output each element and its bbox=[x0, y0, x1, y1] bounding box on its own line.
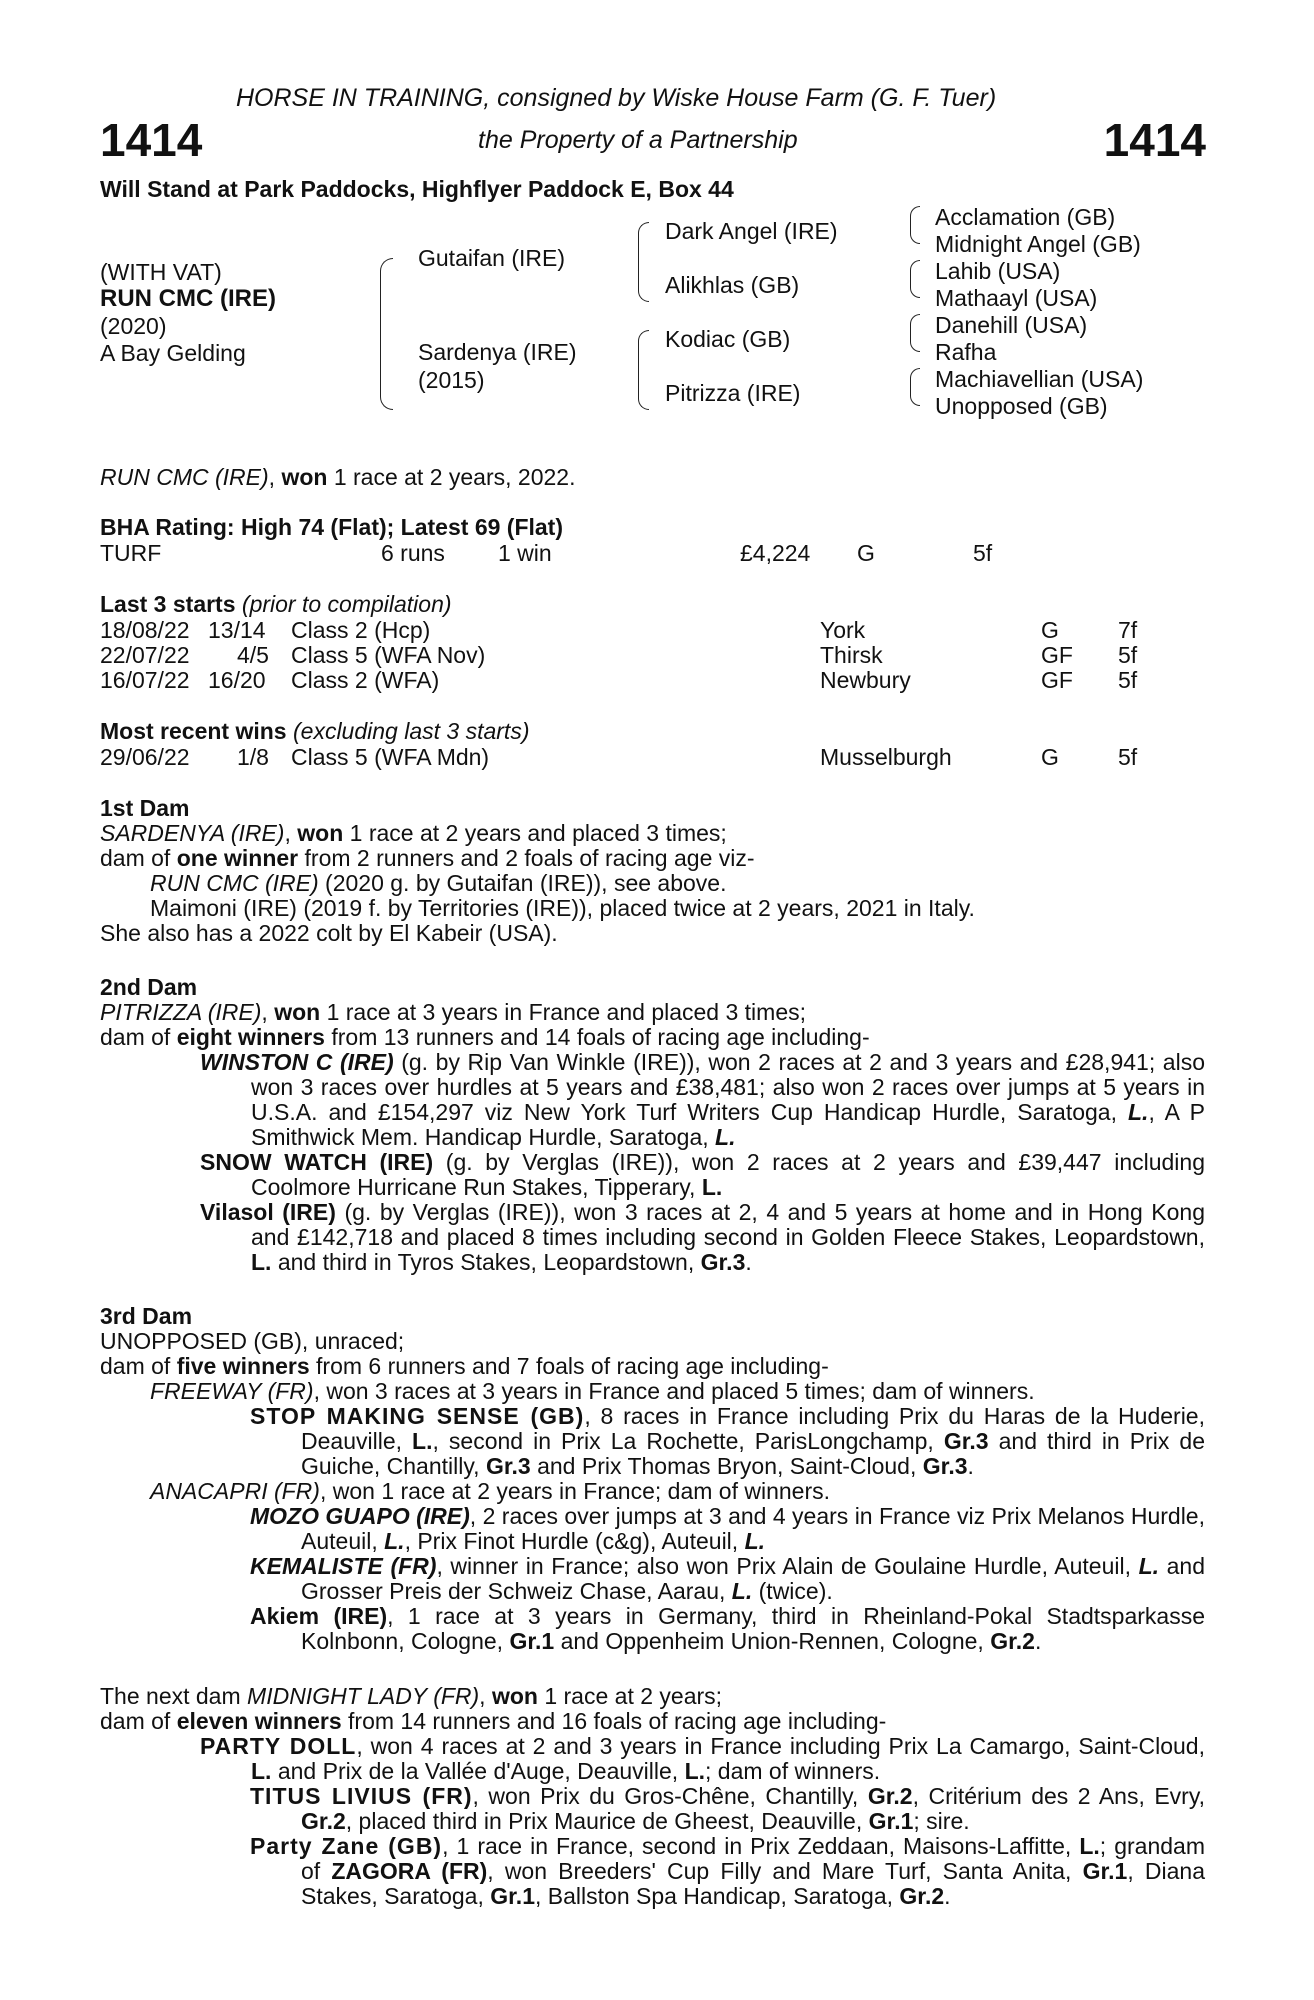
text: , won 1 race at 2 years in France; dam of winners. bbox=[319, 1478, 831, 1504]
text: , Prix Finot Hurdle (c&g), Auteuil, bbox=[404, 1528, 745, 1554]
group: Gr.1 bbox=[509, 1628, 555, 1654]
dam-line bbox=[100, 1684, 1205, 1709]
vat-label: (WITH VAT) bbox=[100, 259, 222, 285]
row-going: G bbox=[1041, 744, 1059, 770]
text: (g. by Verglas (IRE)), won 3 races at 2, 4 and 5 years at home and in Hong Kong and £142,718 and placed 8 times including second in Golden Fleece Stakes, Leopardstown, bbox=[251, 1199, 1205, 1250]
pedigree-sd: Alikhlas (GB) bbox=[665, 272, 800, 298]
winners: eleven winners bbox=[176, 1708, 342, 1734]
progeny-entry bbox=[100, 1554, 1205, 1604]
text: ; sire. bbox=[913, 1808, 970, 1834]
group: Gr.2 bbox=[867, 1783, 913, 1809]
group: Gr.3 bbox=[700, 1249, 746, 1275]
progeny-entry bbox=[100, 1834, 1205, 1909]
group: Gr.2 bbox=[301, 1808, 346, 1834]
progeny-name: KEMALISTE (FR) bbox=[250, 1553, 437, 1579]
listed: L. bbox=[744, 1528, 766, 1554]
text: . bbox=[745, 1249, 752, 1275]
row-course: Newbury bbox=[820, 667, 911, 693]
text: , placed third in Prix Maurice de Gheest, Deauville, bbox=[345, 1808, 869, 1834]
group: Gr.2 bbox=[990, 1628, 1035, 1654]
property-line: the Property of a Partnership bbox=[478, 126, 798, 154]
text: ; dam of winners. bbox=[705, 1758, 881, 1784]
progeny-name: Vilasol (IRE) bbox=[200, 1199, 336, 1225]
progeny-entry bbox=[100, 1784, 1205, 1834]
text: dam of bbox=[100, 1024, 177, 1050]
text: , Diana Stakes, Saratoga, bbox=[301, 1858, 1205, 1909]
progeny-name: Akiem (IRE) bbox=[250, 1603, 388, 1629]
pedigree-ddd: Unopposed (GB) bbox=[935, 393, 1108, 419]
dam-name: SARDENYA (IRE) bbox=[100, 820, 285, 846]
progeny-line bbox=[100, 1379, 1205, 1404]
text: , Ballston Spa Handicap, Saratoga, bbox=[535, 1883, 900, 1909]
listed: L. bbox=[715, 1124, 736, 1150]
progeny-entry bbox=[100, 1504, 1205, 1554]
rating-prize: £4,224 bbox=[740, 540, 811, 566]
progeny-entry bbox=[100, 1200, 1205, 1275]
row-going: GF bbox=[1041, 667, 1073, 693]
row-going: G bbox=[1041, 617, 1059, 643]
text: and Prix de la Vallée d'Auge, Deauville, bbox=[271, 1758, 685, 1784]
winners: eight winners bbox=[176, 1024, 325, 1050]
last3-note: (prior to compilation) bbox=[235, 591, 452, 617]
grand-progeny-name: ZAGORA (FR) bbox=[331, 1858, 488, 1884]
listed: L. bbox=[684, 1758, 706, 1784]
progeny-name: TITUS LIVIUS (FR) bbox=[250, 1783, 473, 1809]
rating-dist: 5f bbox=[973, 540, 993, 566]
progeny-name: MOZO GUAPO (IRE) bbox=[250, 1503, 470, 1529]
text: . bbox=[944, 1883, 951, 1909]
listed: L. bbox=[412, 1428, 433, 1454]
dam-line bbox=[100, 1000, 1205, 1025]
race-summary: RUN CMC (IRE), won 1 race at 2 years, 2022. bbox=[100, 464, 576, 490]
text: and third in Tyros Stakes, Leopardstown, bbox=[271, 1249, 701, 1275]
pedigree-ss: Dark Angel (IRE) bbox=[665, 218, 838, 244]
progeny-name: RUN CMC (IRE) bbox=[150, 870, 319, 896]
listed: L. bbox=[384, 1528, 405, 1554]
pedigree-brace-sire bbox=[638, 222, 649, 302]
row-dist: 7f bbox=[1118, 617, 1138, 643]
listed: L. bbox=[1127, 1099, 1149, 1125]
pedigree-brace-sd bbox=[910, 260, 920, 298]
progeny-name: STOP MAKING SENSE (GB) bbox=[250, 1403, 585, 1429]
row-class: Class 5 (WFA Nov) bbox=[291, 642, 486, 668]
dam-line: UNOPPOSED (GB), unraced; bbox=[100, 1328, 405, 1354]
row-date: 18/08/22 bbox=[100, 617, 190, 643]
horse-description: A Bay Gelding bbox=[100, 340, 246, 366]
group: Gr.2 bbox=[899, 1883, 945, 1909]
row-pos: 4/5 bbox=[237, 642, 269, 668]
text: from 6 runners and 7 foals of racing age including- bbox=[309, 1353, 829, 1379]
listed: L. bbox=[251, 1758, 272, 1784]
text: , second in Prix La Rochette, ParisLongchamp, bbox=[432, 1428, 944, 1454]
text: , won 3 races at 3 years in France and placed 5 times; dam of winners. bbox=[313, 1378, 1035, 1404]
text: . bbox=[967, 1453, 974, 1479]
listed: L. bbox=[1138, 1553, 1160, 1579]
dam-line bbox=[100, 1709, 1205, 1734]
pedigree-dsd: Rafha bbox=[935, 339, 997, 365]
sep: , bbox=[479, 1683, 492, 1709]
row-date: 16/07/22 bbox=[100, 667, 190, 693]
listed: L. bbox=[251, 1249, 272, 1275]
progeny-name: ANACAPRI (FR) bbox=[150, 1478, 320, 1504]
pedigree-sdd: Mathaayl (USA) bbox=[935, 285, 1098, 311]
row-class: Class 2 (Hcp) bbox=[291, 617, 431, 643]
rating-going: G bbox=[857, 540, 875, 566]
summary-name: RUN CMC (IRE) bbox=[100, 464, 269, 490]
progeny-name: SNOW WATCH (IRE) bbox=[200, 1149, 434, 1175]
row-pos: 13/14 bbox=[208, 617, 266, 643]
row-course: Musselburgh bbox=[820, 744, 952, 770]
recent-title: Most recent wins bbox=[100, 718, 287, 744]
text: . bbox=[1034, 1628, 1042, 1654]
section-title: 2nd Dam bbox=[100, 974, 198, 1000]
text: from 14 runners and 16 foals of racing age including- bbox=[341, 1708, 887, 1734]
text: , 2 races over jumps at 3 and 4 years in France viz Prix Melanos Hurdle, Auteuil, bbox=[301, 1503, 1205, 1554]
pedigree-brace-main bbox=[380, 258, 393, 410]
group: Gr.3 bbox=[943, 1428, 989, 1454]
text: , Critérium des 2 Ans, Evry, bbox=[912, 1783, 1206, 1809]
text: , won Prix du Gros-Chêne, Chantilly, bbox=[472, 1783, 868, 1809]
progeny-line bbox=[100, 871, 1205, 896]
row-dist: 5f bbox=[1118, 744, 1138, 770]
pedigree-sds: Lahib (USA) bbox=[935, 258, 1061, 284]
dam-line bbox=[100, 821, 1205, 846]
progeny-name: PARTY DOLL bbox=[200, 1733, 357, 1759]
sep: , bbox=[284, 820, 298, 846]
bha-rating-title: BHA Rating: High 74 (Flat); Latest 69 (Flat) bbox=[100, 514, 563, 540]
text: (2020 g. by Gutaifan (IRE)), see above. bbox=[318, 870, 727, 896]
progeny-entry bbox=[100, 1604, 1205, 1654]
text: 1 race at 3 years in France and placed 3 times; bbox=[320, 999, 807, 1025]
pedigree-sss: Acclamation (GB) bbox=[935, 204, 1116, 230]
text: (g. by Verglas (IRE)), won 2 races at 2 years and £39,447 including Coolmore Hurricane Run Stakes, Tipperary, bbox=[251, 1149, 1205, 1200]
progeny-line: Maimoni (IRE) (2019 f. by Territories (IRE)), placed twice at 2 years, 2021 in Italy. bbox=[150, 895, 975, 921]
progeny-entry bbox=[100, 1734, 1205, 1784]
group: Gr.1 bbox=[868, 1808, 914, 1834]
row-pos: 16/20 bbox=[208, 667, 266, 693]
third-dam-section bbox=[100, 1304, 1205, 1654]
text: , 1 race in France, second in Prix Zeddaan, Maisons-Laffitte, bbox=[442, 1833, 1080, 1859]
row-dist: 5f bbox=[1118, 642, 1138, 668]
text: dam of bbox=[100, 1353, 177, 1379]
rating-surface: TURF bbox=[100, 540, 162, 566]
last3-title: Last 3 starts bbox=[100, 591, 236, 617]
group: Gr.1 bbox=[490, 1883, 535, 1909]
last3-heading bbox=[100, 592, 452, 617]
summary-rest: 1 race at 2 years, 2022. bbox=[327, 464, 576, 490]
recent-note: (excluding last 3 starts) bbox=[286, 718, 530, 744]
text: , 1 race at 3 years in Germany, third in Rheinland-Pokal Stadtsparkasse Kolnbonn, Cologne, bbox=[301, 1603, 1205, 1654]
listed: L. bbox=[731, 1578, 753, 1604]
pedigree-dam-year: (2015) bbox=[418, 367, 485, 393]
first-dam-section bbox=[100, 796, 1205, 946]
text: and Oppenheim Union-Rennen, Cologne, bbox=[554, 1628, 991, 1654]
text: and Grosser Preis der Schweiz Chase, Aarau, bbox=[301, 1553, 1206, 1604]
winners: one winner bbox=[176, 845, 299, 871]
progeny-name: Party Zane (GB) bbox=[250, 1833, 443, 1859]
text: , A P Smithwick Mem. Handicap Hurdle, Saratoga, bbox=[251, 1099, 1205, 1150]
row-dist: 5f bbox=[1118, 667, 1138, 693]
dam-line bbox=[100, 1354, 1205, 1379]
pedigree-brace-ss bbox=[910, 206, 920, 244]
text: dam of bbox=[100, 1708, 177, 1734]
group: Gr.1 bbox=[1082, 1858, 1128, 1884]
summary-won: won bbox=[281, 464, 328, 490]
row-class: Class 5 (WFA Mdn) bbox=[291, 744, 490, 770]
sep: , bbox=[261, 999, 275, 1025]
pedigree-brace-dam bbox=[638, 330, 649, 410]
progeny-name: FREEWAY (FR) bbox=[150, 1378, 314, 1404]
won: won bbox=[297, 820, 344, 846]
text: 1 race at 2 years and placed 3 times; bbox=[343, 820, 727, 846]
text: The next dam bbox=[100, 1683, 248, 1709]
dam-line: She also has a 2022 colt by El Kabeir (USA). bbox=[100, 920, 558, 946]
text: from 13 runners and 14 foals of racing age including- bbox=[324, 1024, 870, 1050]
pedigree-dd: Pitrizza (IRE) bbox=[665, 380, 801, 406]
text: and third in Prix de Guiche, Chantilly, bbox=[301, 1428, 1205, 1479]
horse-year: (2020) bbox=[100, 313, 167, 339]
row-class: Class 2 (WFA) bbox=[291, 667, 440, 693]
row-course: York bbox=[820, 617, 866, 643]
pedigree-dds: Machiavellian (USA) bbox=[935, 366, 1144, 392]
row-going: GF bbox=[1041, 642, 1073, 668]
rating-runs: 6 runs bbox=[381, 540, 445, 566]
text: from 2 runners and 2 foals of racing age viz- bbox=[298, 845, 755, 871]
dam-name: PITRIZZA (IRE) bbox=[100, 999, 262, 1025]
row-course: Thirsk bbox=[820, 642, 883, 668]
pedigree-ssd: Midnight Angel (GB) bbox=[935, 231, 1141, 257]
text: 1 race at 2 years; bbox=[537, 1683, 723, 1709]
section-title: 1st Dam bbox=[100, 795, 190, 821]
text: ; grandam of bbox=[301, 1833, 1205, 1884]
progeny-line bbox=[100, 1479, 1205, 1504]
text: (twice). bbox=[752, 1578, 833, 1604]
dam-line bbox=[100, 846, 1205, 871]
lot-number-left: 1414 bbox=[100, 114, 203, 166]
progeny-entry bbox=[100, 1050, 1205, 1150]
text: , won 4 races at 2 and 3 years in France including Prix La Camargo, Saint-Cloud, bbox=[356, 1733, 1205, 1759]
progeny-entry bbox=[100, 1404, 1205, 1479]
pedigree-brace-ds bbox=[910, 314, 920, 352]
row-date: 22/07/22 bbox=[100, 642, 190, 668]
horse-name: RUN CMC (IRE) bbox=[100, 285, 276, 312]
dam-line bbox=[100, 1025, 1205, 1050]
text: , winner in France; also won Prix Alain de Goulaine Hurdle, Auteuil, bbox=[436, 1553, 1139, 1579]
next-dam-section bbox=[100, 1684, 1205, 1909]
row-pos: 1/8 bbox=[237, 744, 269, 770]
dam-name: MIDNIGHT LADY (FR) bbox=[247, 1683, 480, 1709]
lot-number-right: 1414 bbox=[1103, 114, 1206, 166]
pedigree-dss: Danehill (USA) bbox=[935, 312, 1088, 338]
text: , 8 races in France including Prix du Haras de la Huderie, Deauville, bbox=[301, 1403, 1205, 1454]
pedigree-ds: Kodiac (GB) bbox=[665, 326, 791, 352]
progeny-entry bbox=[100, 1150, 1205, 1200]
pedigree-brace-dd bbox=[910, 368, 920, 406]
progeny-name: WINSTON C (IRE) bbox=[200, 1049, 394, 1075]
group: Gr.3 bbox=[485, 1453, 531, 1479]
stand-location: Will Stand at Park Paddocks, Highflyer Paddock E, Box 44 bbox=[100, 176, 734, 202]
text: , won Breeders' Cup Filly and Mare Turf, Santa Anita, bbox=[487, 1858, 1083, 1884]
won: won bbox=[491, 1683, 538, 1709]
consignor-line: HORSE IN TRAINING, consigned by Wiske House Farm (G. F. Tuer) bbox=[236, 84, 997, 112]
listed: L. bbox=[1079, 1833, 1100, 1859]
won: won bbox=[274, 999, 321, 1025]
pedigree-sire: Gutaifan (IRE) bbox=[418, 245, 565, 271]
second-dam-section bbox=[100, 975, 1205, 1275]
row-date: 29/06/22 bbox=[100, 744, 190, 770]
section-title: 3rd Dam bbox=[100, 1303, 193, 1329]
rating-wins: 1 win bbox=[498, 540, 552, 566]
group: Gr.3 bbox=[922, 1453, 968, 1479]
pedigree-dam: Sardenya (IRE) bbox=[418, 339, 577, 365]
text: and Prix Thomas Bryon, Saint-Cloud, bbox=[530, 1453, 923, 1479]
text: (g. by Rip Van Winkle (IRE)), won 2 races at 2 and 3 years and £28,941; also won 3 races over hurdles at 5 years and £38,481; also won 2 races over jumps at 5 years in U.S.A. and £154,297 viz New York Turf Writers Cup Handicap Hurdle, Saratoga, bbox=[251, 1049, 1205, 1125]
winners: five winners bbox=[176, 1353, 310, 1379]
recent-heading bbox=[100, 719, 529, 744]
text: dam of bbox=[100, 845, 177, 871]
listed: L. bbox=[701, 1174, 723, 1200]
